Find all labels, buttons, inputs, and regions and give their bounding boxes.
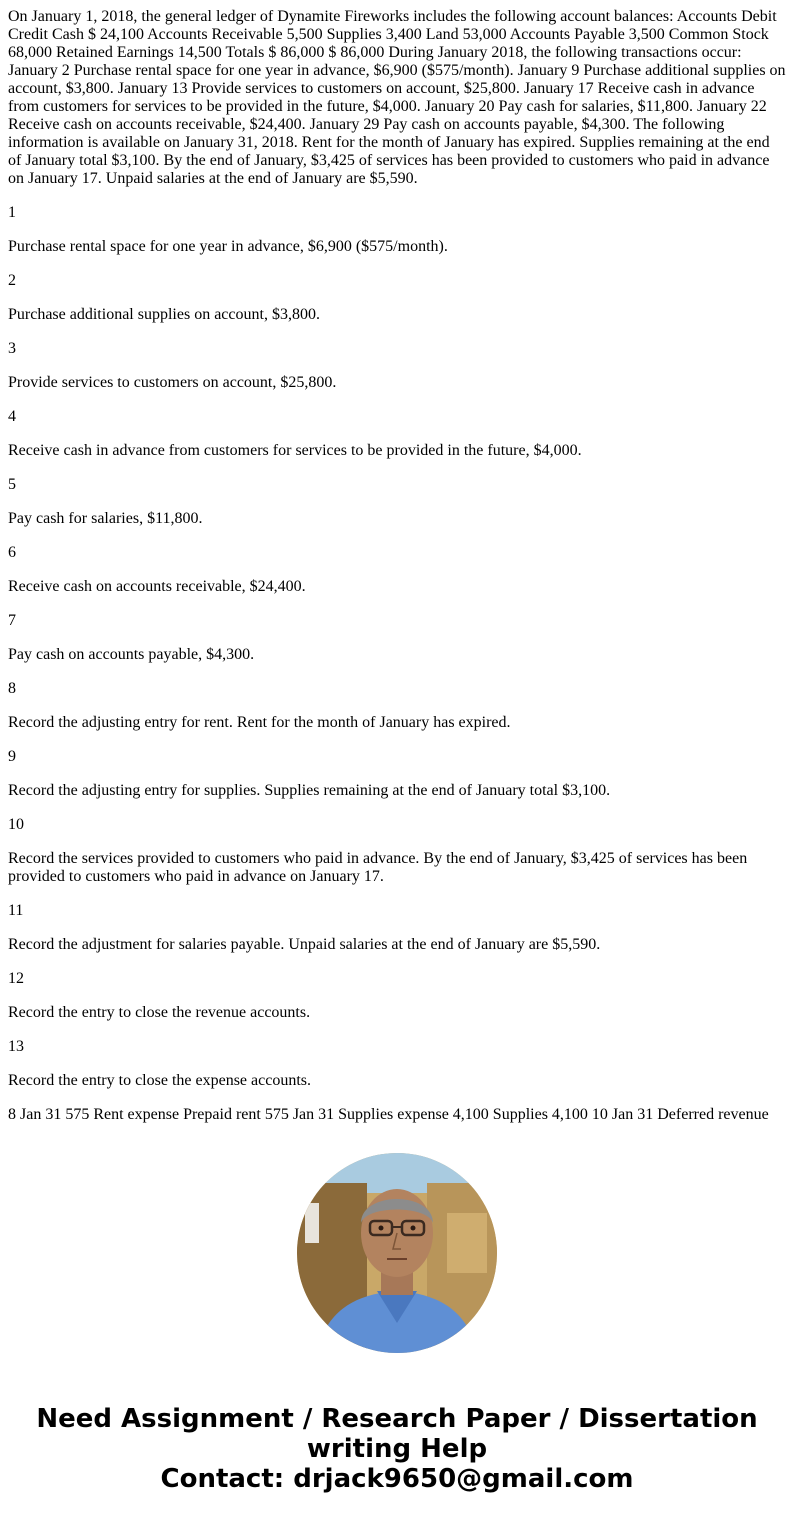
item-number: 4 (8, 408, 16, 425)
item-number: 2 (8, 272, 16, 289)
promo-contact: Contact: drjack9650@gmail.com (160, 1464, 634, 1494)
item-list (8, 204, 786, 1090)
item-text: Receive cash on accounts receivable, $24,400. (8, 578, 306, 595)
item-text: Record the adjustment for salaries payable. Unpaid salaries at the end of January are $5,590. (8, 936, 601, 953)
answer-summary: 8 Jan 31 575 Rent expense Prepaid rent 575 Jan 31 Supplies expense 4,100 Supplies 4,100 10 Jan 31 Deferred revenue (8, 1106, 769, 1123)
item-text: Provide services to customers on account, $25,800. (8, 374, 337, 391)
author-avatar (297, 1153, 497, 1353)
item-number: 12 (8, 970, 24, 987)
item-text: Purchase rental space for one year in advance, $6,900 ($575/month). (8, 238, 448, 255)
item-number: 11 (8, 902, 24, 919)
item-text: Record the adjusting entry for rent. Rent for the month of January has expired. (8, 714, 511, 731)
promo-banner (0, 1404, 794, 1494)
promo-line: writing Help (306, 1434, 488, 1464)
item-number: 5 (8, 476, 16, 493)
promo-line: Need Assignment / Research Paper / Dissertation (36, 1404, 758, 1434)
item-number: 7 (8, 612, 16, 629)
item-text: Pay cash for salaries, $11,800. (8, 510, 203, 527)
item-text: Purchase additional supplies on account, $3,800. (8, 306, 320, 323)
item-number: 9 (8, 748, 16, 765)
item-text: Record the services provided to customers who paid in advance. By the end of January, $3,425 of services has been provided to customers who paid in advance on January 17. (8, 850, 748, 885)
item-number: 8 (8, 680, 16, 697)
portrait-photo (297, 1153, 497, 1353)
item-number: 10 (8, 816, 24, 833)
item-number: 3 (8, 340, 16, 357)
item-number: 13 (8, 1038, 24, 1055)
item-text: Record the adjusting entry for supplies. Supplies remaining at the end of January total $3,100. (8, 782, 611, 799)
item-number: 6 (8, 544, 16, 561)
item-text: Pay cash on accounts payable, $4,300. (8, 646, 255, 663)
problem-intro: On January 1, 2018, the general ledger of Dynamite Fireworks includes the following account balances: Accounts Debit Credit Cash $ 24,100 Accounts Receivable 5,500 Supplies 3,400 Land 53,000 Accounts Payable 3,500 Common Stock 68,000 Retained Earnings 14,500 Totals $ 86,000 $ 86,000 During January 2018, the following transactions occur: January 2 Purchase rental space for one year in advance, $6,900 ($575/month). January 9 Purchase additional supplies on account, $3,800. January 13 Provide services to customers on account, $25,800. January 17 Receive cash in advance from customers for services to be provided in the future, $4,000. January 20 Pay cash for salaries, $11,800. January 22 Receive cash on accounts receivable, $24,400. January 29 Pay cash on accounts payable, $4,300. The following information is available on January 31, 2018. Rent for the month of January has expired. Supplies remaining at the end of January total $3,100. By the end of January, $3,425 of services has been provided to customers who paid in advance on January 17. Unpaid salaries at the end of January are $5,590. (8, 8, 786, 187)
item-number: 1 (8, 204, 16, 221)
item-text: Record the entry to close the expense accounts. (8, 1072, 311, 1089)
document-body (8, 8, 786, 1140)
item-text: Record the entry to close the revenue accounts. (8, 1004, 311, 1021)
item-text: Receive cash in advance from customers for services to be provided in the future, $4,000. (8, 442, 582, 459)
